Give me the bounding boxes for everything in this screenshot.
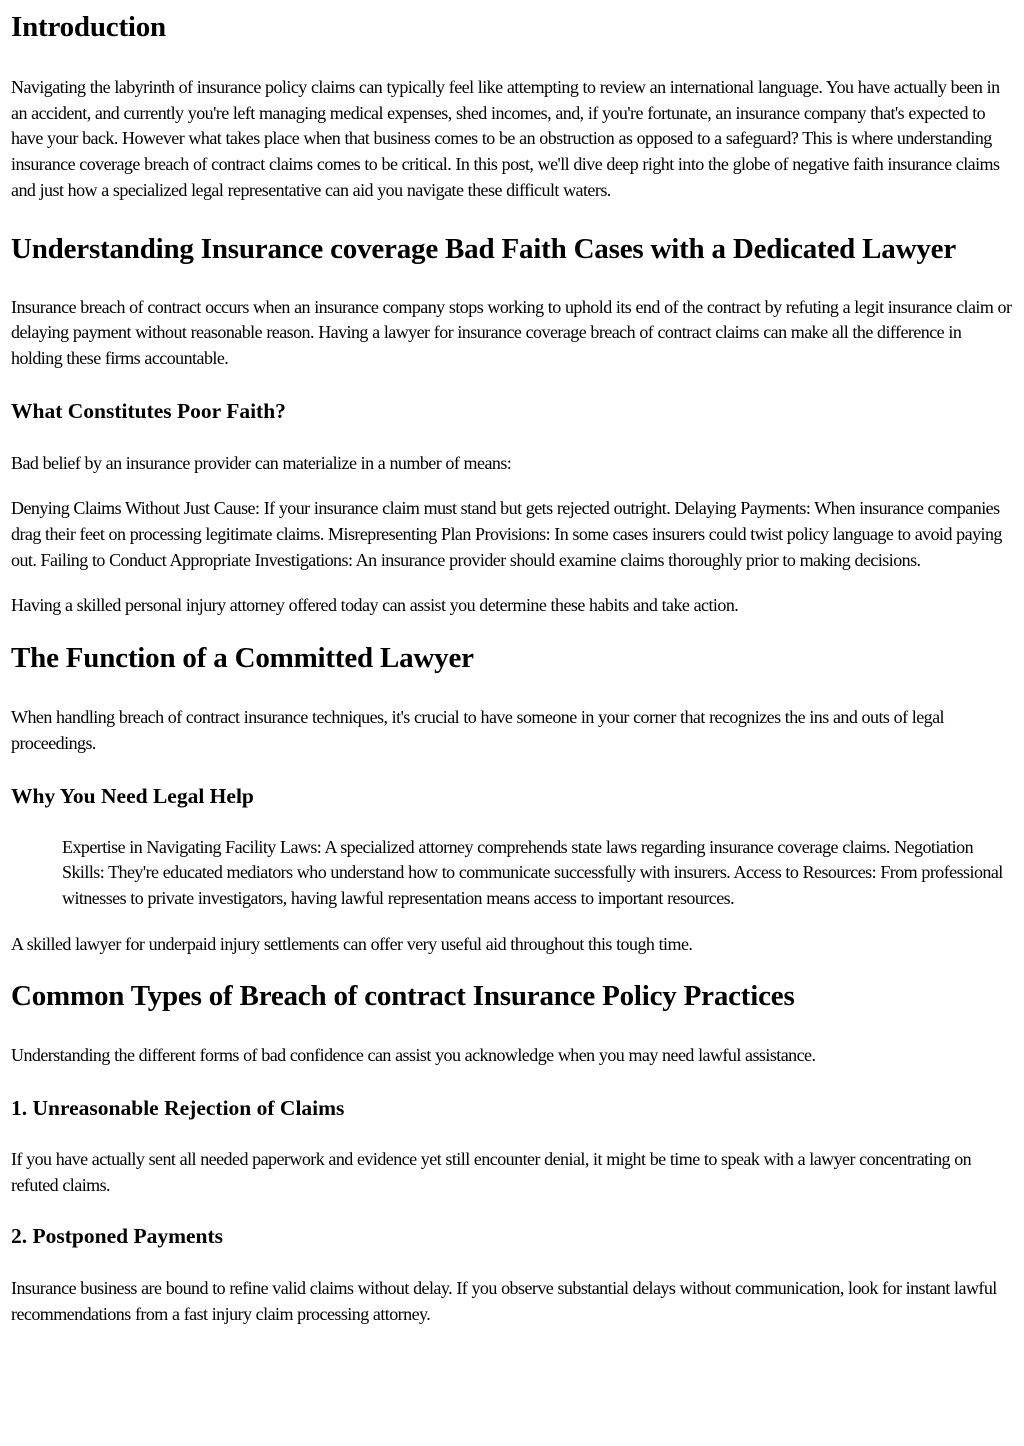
postponed-payments-heading: 2. Postponed Payments bbox=[11, 1224, 224, 1249]
unreasonable-rejection-heading: 1. Unreasonable Rejection of Claims bbox=[11, 1096, 345, 1121]
function-of-lawyer-paragraph: When handling breach of contract insurance techniques, it's crucial to have someone in your corner that recognizes the ins and outs of legal proceedings. bbox=[11, 707, 944, 753]
common-types-heading: Common Types of Breach of contract Insurance Policy Practices bbox=[11, 980, 795, 1013]
poor-faith-closing-paragraph: Having a skilled personal injury attorney offered today can assist you determine these habits and take action. bbox=[11, 595, 739, 616]
understanding-bad-faith-heading: Understanding Insurance coverage Bad Faith Cases with a Dedicated Lawyer bbox=[11, 232, 956, 265]
introduction-paragraph: Navigating the labyrinth of insurance policy claims can typically feel like attempting to review an international language. You have actually been in an accident, and currently you're left managing medical expenses, shed incomes, and, if you're fortunate, an insurance company that's expected to have your back. However what takes place when that business comes to be an obstruction as opposed to a safeguard? This is where understanding insurance coverage breach of contract claims comes to be critical. In this post, we'll dive deep right into the globe of negative faith insurance claims and just how a specialized legal representative can aid you navigate these difficult waters. bbox=[11, 77, 1000, 200]
poor-faith-heading: What Constitutes Poor Faith? bbox=[11, 398, 286, 423]
understanding-bad-faith-paragraph: Insurance breach of contract occurs when an insurance company stops working to uphold its end of the contract by refuting a legit insurance claim or delaying payment without reasonable reason. Having a lawyer for insurance coverage breach of contract claims can make all the difference in holding these firms accountable. bbox=[11, 296, 1012, 368]
legal-help-closing-paragraph: A skilled lawyer for underpaid injury settlements can offer very useful aid throughout this tough time. bbox=[11, 933, 693, 954]
legal-help-list-paragraph: Expertise in Navigating Facility Laws: A specialized attorney comprehends state laws regarding insurance coverage claims. Negotiation Skills: They're educated mediators who understand how to communicate successfully with insurers. Access to Resources: From professional witnesses to private investigators, having lawful representation means access to important resources. bbox=[62, 836, 1003, 908]
common-types-paragraph: Understanding the different forms of bad confidence can assist you acknowledge when you may need lawful assistance. bbox=[11, 1045, 816, 1066]
legal-help-heading: Why You Need Legal Help bbox=[11, 783, 254, 808]
postponed-payments-paragraph: Insurance business are bound to refine valid claims without delay. If you observe substantial delays without communication, look for instant lawful recommendations from a fast injury claim processing attorney. bbox=[11, 1278, 997, 1325]
introduction-heading: Introduction bbox=[11, 11, 166, 43]
poor-faith-intro-paragraph: Bad belief by an insurance provider can materialize in a number of means: bbox=[11, 452, 512, 473]
unreasonable-rejection-paragraph: If you have actually sent all needed paperwork and evidence yet still encounter denial, it might be time to speak with a lawyer concentrating on refuted claims. bbox=[11, 1149, 972, 1195]
function-of-lawyer-heading: The Function of a Committed Lawyer bbox=[11, 642, 474, 675]
poor-faith-list-paragraph: Denying Claims Without Just Cause: If your insurance claim must stand but gets rejected outright. Delaying Payments: When insurance companies drag their feet on processing legitimate claims. Misrepresenting Plan Provisions: In some cases insurers could twist policy language to avoid paying out. Failing to Conduct Appropriate Investigations: An insurance provider should examine claims thoroughly prior to making decisions. bbox=[11, 498, 1002, 570]
